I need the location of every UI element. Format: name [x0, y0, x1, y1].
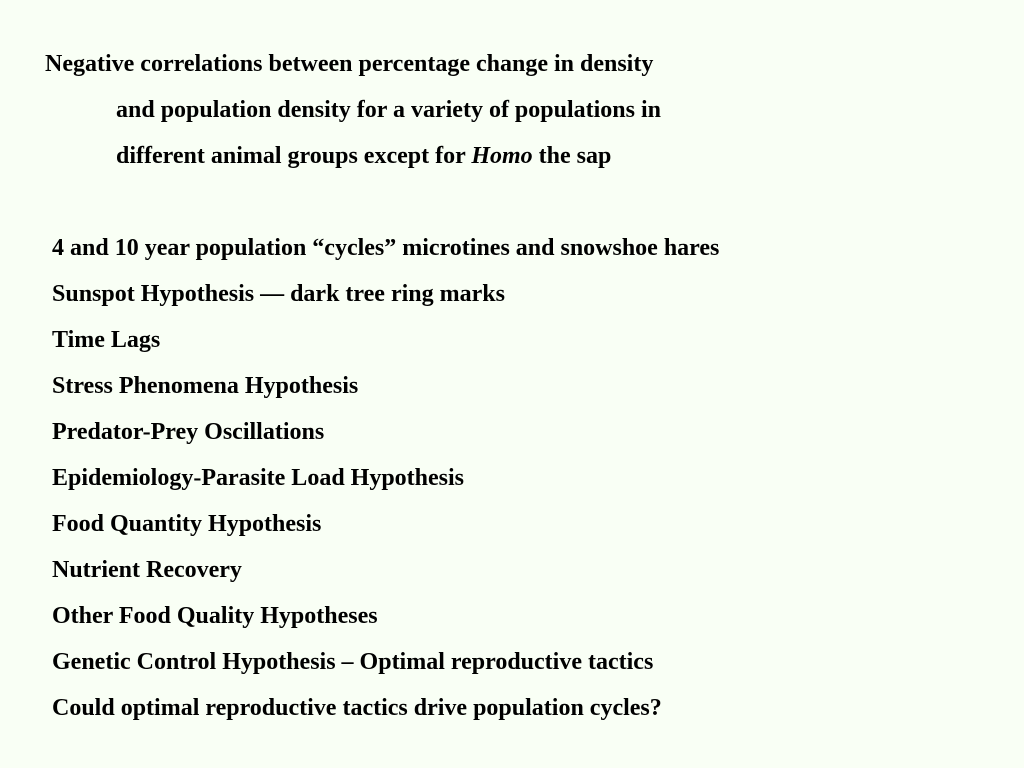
- topic-item-food-quality: Other Food Quality Hypotheses: [52, 603, 378, 629]
- topic-item-sunspot-hypothesis: Sunspot Hypothesis — dark tree ring marks: [52, 281, 505, 307]
- heading-line-3-suffix: the sap: [532, 143, 612, 169]
- heading-italic-homo: Homo: [471, 143, 533, 169]
- topic-item-genetic-control: Genetic Control Hypothesis – Optimal reproductive tactics: [52, 649, 654, 675]
- topic-item-nutrient-recovery: Nutrient Recovery: [52, 557, 242, 583]
- heading-line-2: and population density for a variety of populations in: [116, 97, 662, 123]
- topic-item-epidemiology: Epidemiology-Parasite Load Hypothesis: [52, 465, 465, 491]
- topic-item-predator-prey: Predator-Prey Oscillations: [52, 419, 325, 445]
- topic-item-time-lags: Time Lags: [52, 327, 161, 353]
- topic-item-population-cycles: 4 and 10 year population “cycles” microtines and snowshoe hares: [52, 235, 720, 261]
- heading-line-3: [116, 141, 611, 171]
- topic-item-food-quantity: Food Quantity Hypothesis: [52, 511, 322, 537]
- heading-line-3-prefix: different animal groups except for: [116, 143, 472, 169]
- heading-line-1: Negative correlations between percentage change in density: [45, 51, 654, 77]
- topic-item-stress-phenomena: Stress Phenomena Hypothesis: [52, 373, 359, 399]
- topic-item-optimal-tactics-question: Could optimal reproductive tactics drive population cycles?: [52, 695, 662, 721]
- topic-list: [52, 233, 719, 739]
